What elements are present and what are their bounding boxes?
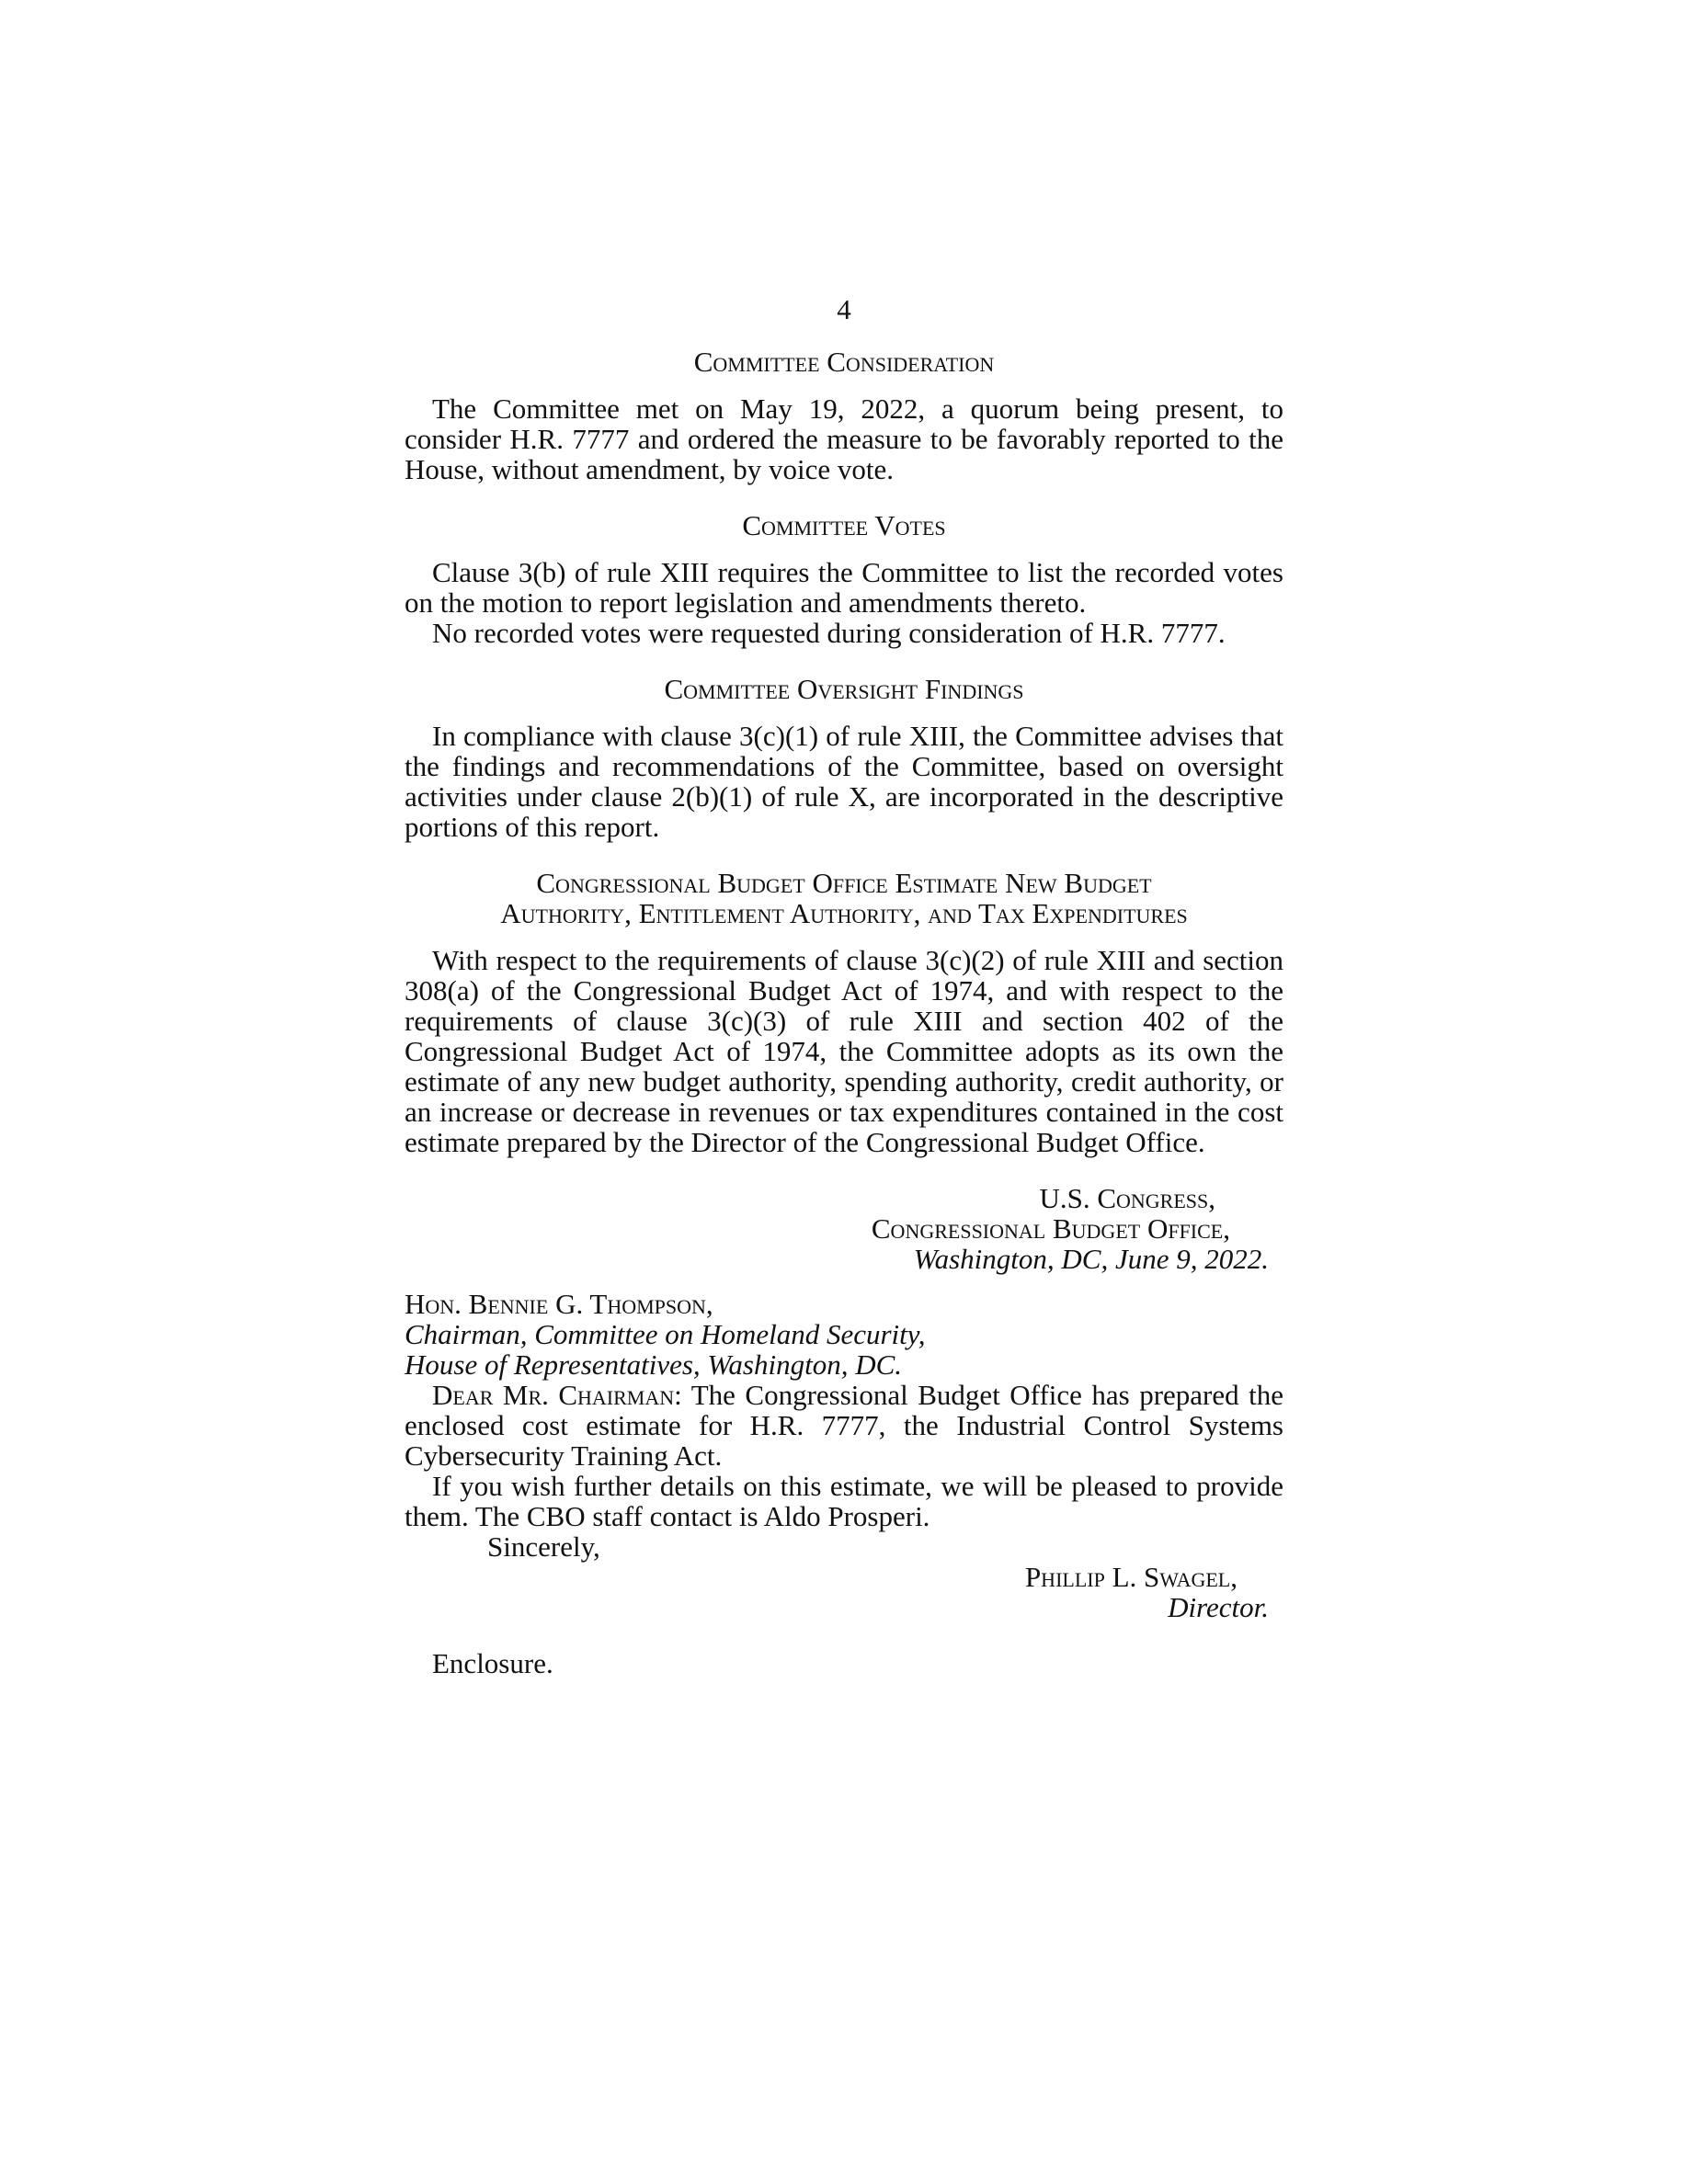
letter-body-text: The Congressional Budget Office has prepared the enclosed cost estimate for H.R. 7777, the Industrial Control Systems Cybersecurity Training Act. — [405, 1379, 1283, 1472]
letter-recipient-block — [405, 1289, 1283, 1380]
page-number: 4 — [837, 293, 851, 325]
from-line: Congressional Budget Office, — [871, 1212, 1230, 1245]
recipient-address: House of Representatives, Washington, DC. — [405, 1348, 903, 1381]
letter-body — [405, 1380, 1283, 1471]
section-committee-votes — [405, 510, 1283, 648]
paragraph: Clause 3(b) of rule XIII requires the Committee to list the recorded votes on the motion to report legislation and amendments thereto. — [405, 556, 1283, 619]
salutation: Dear Mr. Chairman: — [432, 1379, 682, 1411]
from-line: U.S. Congress, — [1039, 1182, 1215, 1214]
paragraph: The Committee met on May 19, 2022, a quorum being present, to consider H.R. 7777 and ordered the measure to be favorably reported to the House, without amendment, by voice vote. — [405, 392, 1283, 485]
section-heading: Committee Consideration — [693, 346, 995, 378]
paragraph: With respect to the requirements of clause 3(c)(2) of rule XIII and section 308(a) of the Congressional Budget Act of 1974, and with respect to the requirements of clause 3(c)(3) of rule XIII and section 402 of the Congressional Budget Act of 1974, the Committee adopts as its own the estimate of any new budget authority, spending authority, credit authority, or an increase or decrease in revenues or tax expenditures contained in the cost estimate prepared by the Director of the Congressional Budget Office. — [405, 944, 1283, 1158]
section-heading: Committee Oversight Findings — [664, 673, 1024, 705]
recipient-name: Hon. Bennie G. Thompson, — [405, 1288, 713, 1320]
section-cbo-estimate — [405, 868, 1283, 1157]
signer-name: Phillip L. Swagel, — [1024, 1561, 1237, 1593]
heading-line: Congressional Budget Office Estimate New Budget — [536, 867, 1152, 899]
heading-line: Authority, Entitlement Authority, and Tax Expenditures — [500, 897, 1188, 929]
letter-from-block — [405, 1183, 1283, 1274]
section-oversight-findings — [405, 674, 1283, 842]
section-heading — [405, 868, 1283, 928]
recipient-title: Chairman, Committee on Homeland Security, — [405, 1318, 926, 1350]
section-committee-consideration — [405, 347, 1283, 484]
enclosure-note: Enclosure. — [432, 1647, 553, 1679]
signature-block — [405, 1562, 1283, 1622]
closing: Sincerely, — [487, 1530, 600, 1563]
letter-body: If you wish further details on this estimate, we will be pleased to provide them. The CBO staff contact is Aldo Prosperi. — [405, 1470, 1283, 1532]
paragraph: No recorded votes were requested during consideration of H.R. 7777. — [432, 617, 1226, 649]
letter-date: Washington, DC, June 9, 2022. — [913, 1243, 1269, 1275]
document-page — [405, 294, 1283, 1678]
section-heading: Committee Votes — [742, 509, 946, 541]
signer-title: Director. — [1168, 1591, 1269, 1623]
paragraph: In compliance with clause 3(c)(1) of rule XIII, the Committee advises that the findings and recommendations of the Committee, based on oversight activities under clause 2(b)(1) of rule X, are incorporated in the descriptive portions of this report. — [405, 720, 1283, 843]
